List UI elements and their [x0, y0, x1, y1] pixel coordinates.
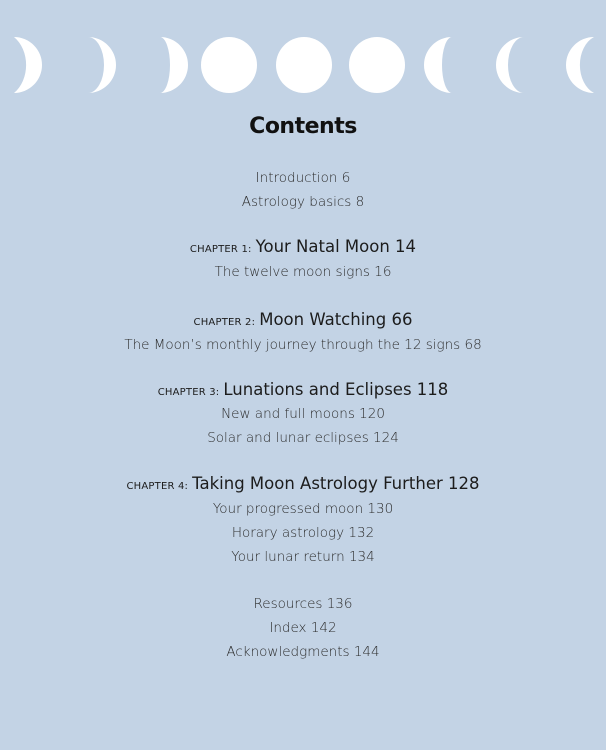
- toc-entry-end-matter: Acknowledgments 144: [226, 644, 380, 660]
- moon-phase-icon: [566, 37, 594, 93]
- toc-entry: The Moon’s monthly journey through the 12 signs 68: [124, 337, 482, 353]
- chapter-heading-1: [0, 237, 606, 256]
- moon-phase-icon: [14, 37, 42, 93]
- toc-entry-end-matter: Index 142: [269, 620, 337, 636]
- toc-entry: Your lunar return 134: [231, 549, 375, 565]
- toc-entry: Your progressed moon 130: [212, 501, 394, 517]
- toc-entry: Horary astrology 132: [231, 525, 375, 541]
- moon-phase-icon: [424, 37, 452, 93]
- chapter-title: Lunations and Eclipses 118: [223, 380, 449, 399]
- toc-entry: New and full moons 120: [221, 406, 385, 422]
- moon-phase-icon: [160, 37, 188, 93]
- toc-entry-astrology-basics: Astrology basics 8: [241, 194, 365, 210]
- moon-phase-icon: [496, 37, 524, 93]
- chapter-heading-4: [0, 474, 606, 493]
- toc-entry-end-matter: Resources 136: [253, 596, 353, 612]
- chapter-title: Taking Moon Astrology Further 128: [192, 474, 480, 493]
- moon-phases-banner: [0, 0, 606, 100]
- toc-entry: The twelve moon signs 16: [214, 264, 392, 280]
- chapter-heading-3: [0, 380, 606, 399]
- toc-entry-introduction: Introduction 6: [255, 170, 351, 186]
- chapter-label: CHAPTER 3:: [157, 387, 220, 398]
- page-title: Contents: [249, 114, 357, 139]
- chapter-title: Moon Watching 66: [259, 310, 413, 329]
- chapter-title: Your Natal Moon 14: [255, 237, 417, 256]
- full-moon-icon: [276, 37, 332, 93]
- chapter-heading-2: [0, 310, 606, 329]
- chapter-label: CHAPTER 4:: [126, 481, 189, 492]
- chapter-label: CHAPTER 1:: [189, 244, 252, 255]
- full-moon-icon: [349, 37, 405, 93]
- chapter-label: CHAPTER 2:: [193, 317, 256, 328]
- moon-phase-icon: [88, 37, 116, 93]
- toc-entry: Solar and lunar eclipses 124: [207, 430, 399, 446]
- full-moon-icon: [201, 37, 257, 93]
